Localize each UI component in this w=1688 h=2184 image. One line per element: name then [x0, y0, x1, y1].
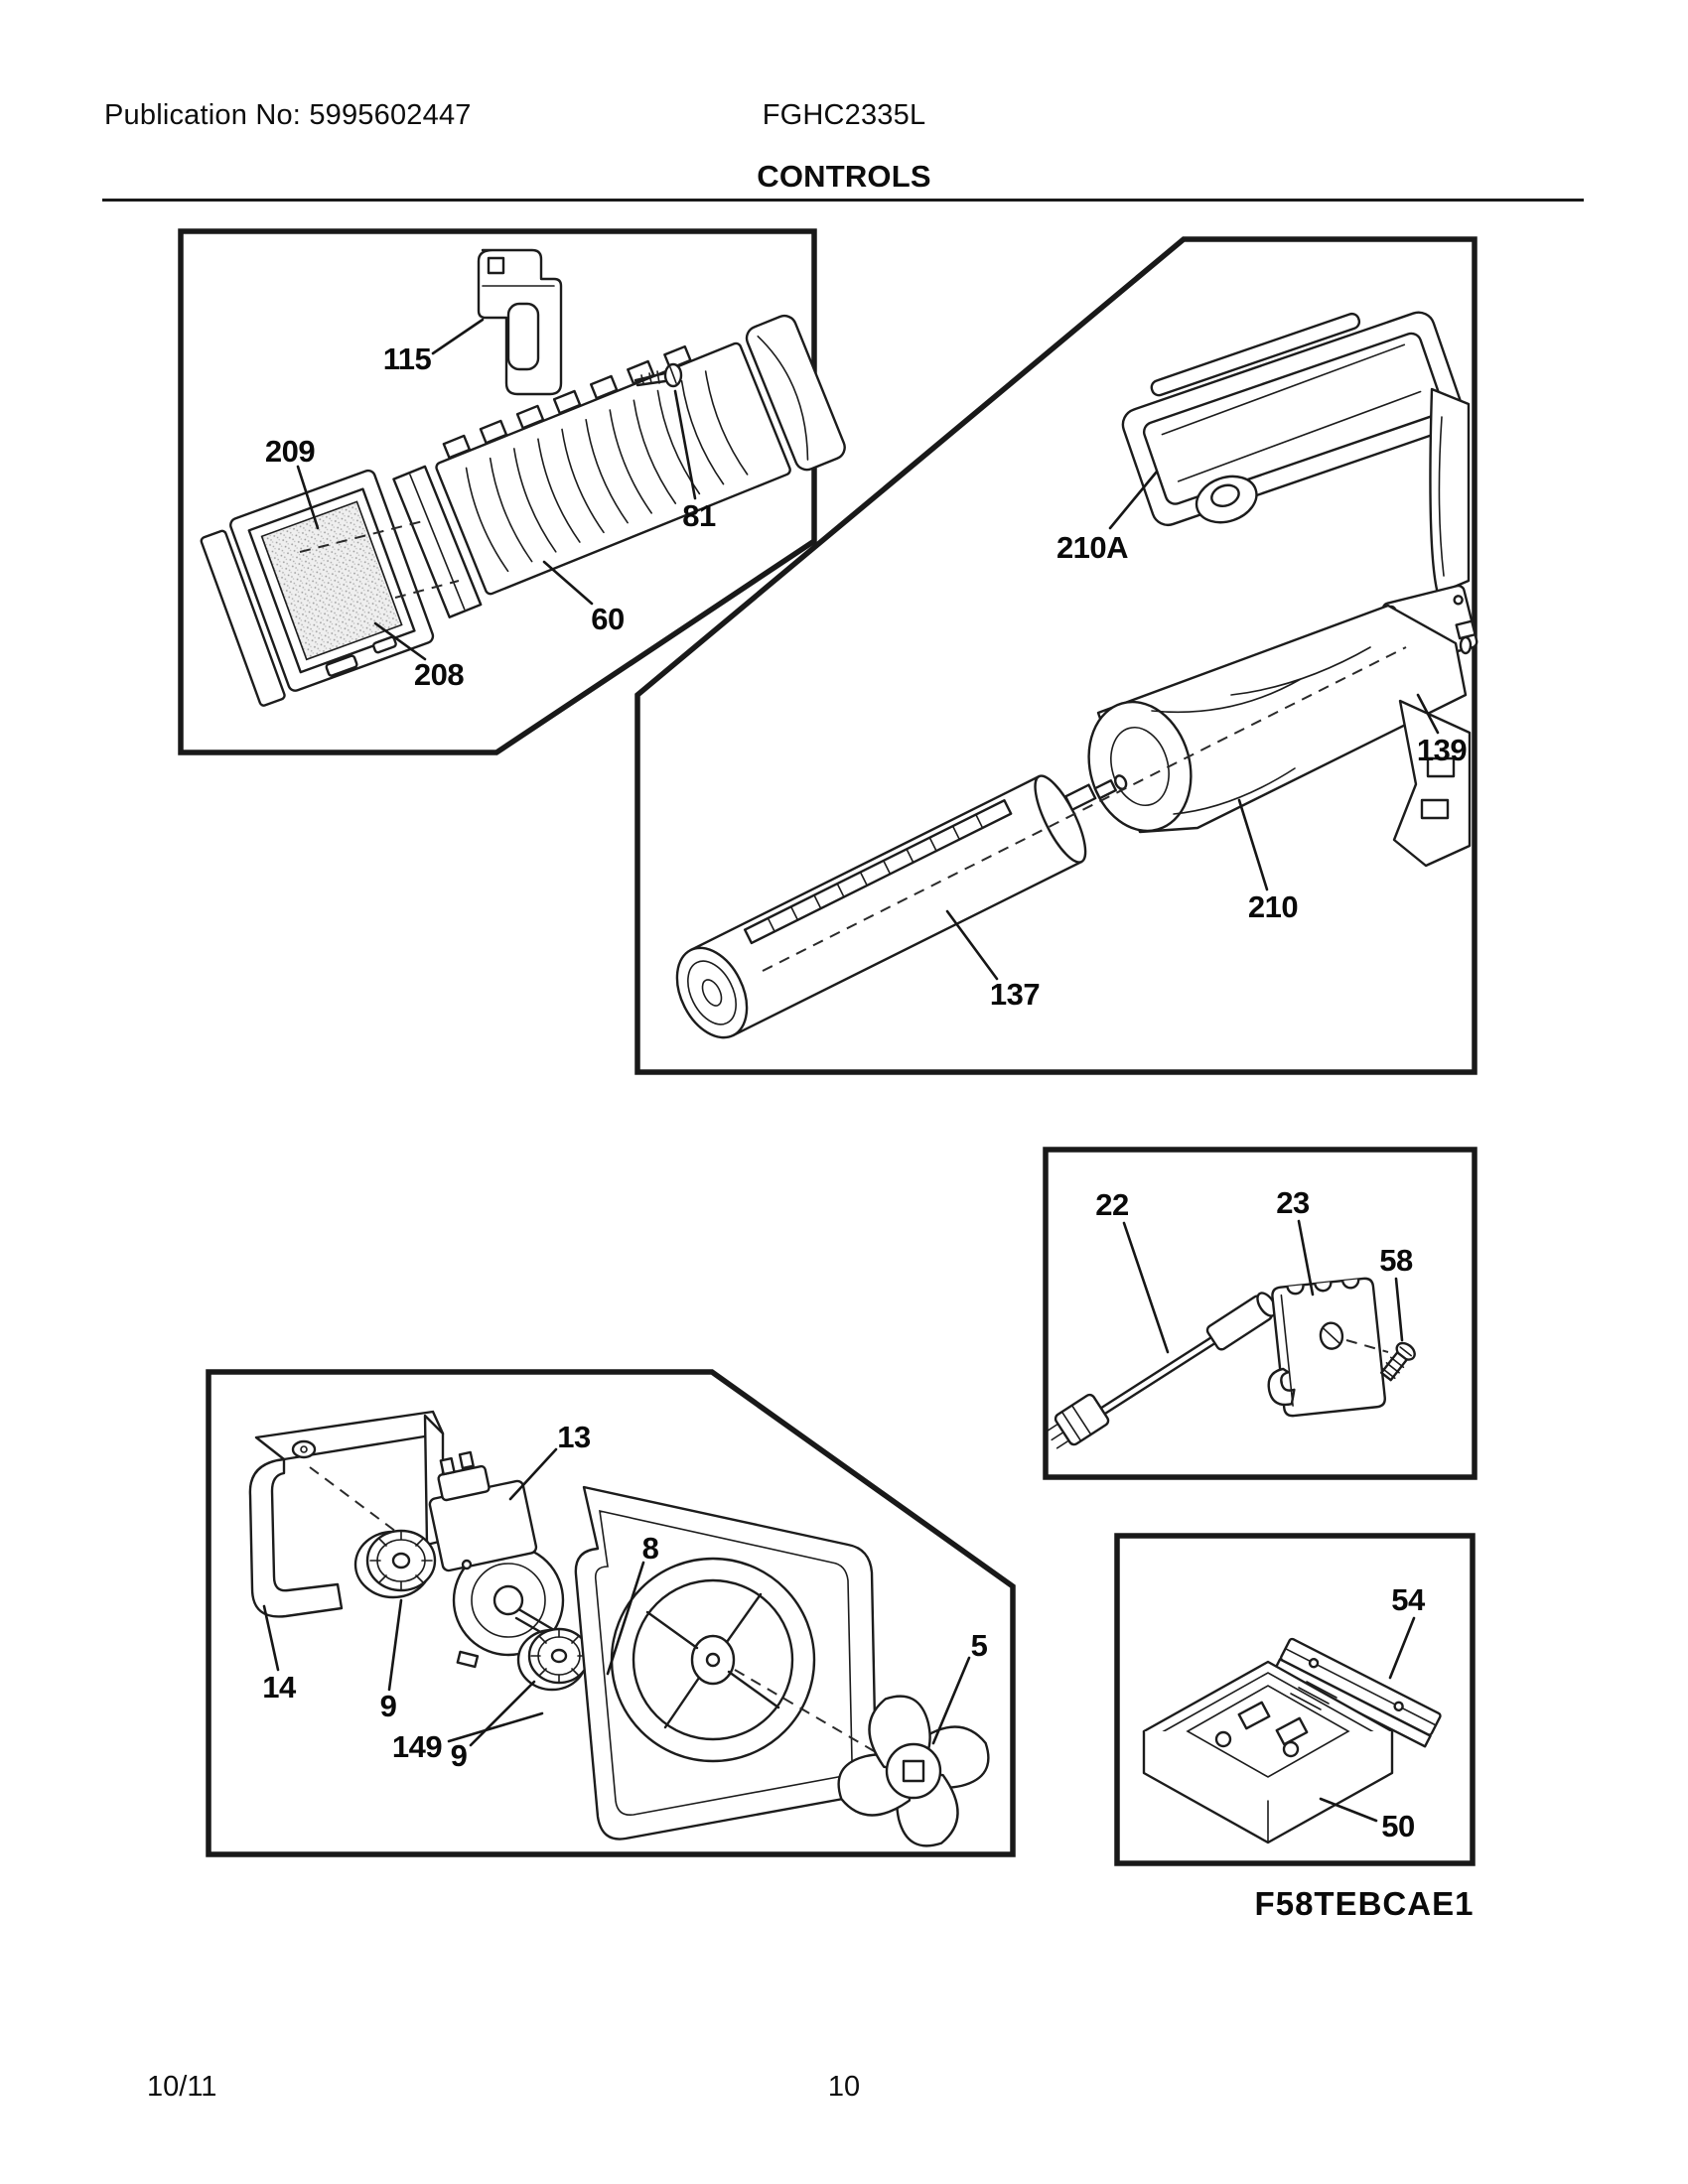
part-label-9b: 9: [450, 1738, 468, 1773]
part-drawing-23-cover: [1258, 1278, 1385, 1418]
part-label-58: 58: [1379, 1243, 1413, 1278]
part-label-115: 115: [382, 341, 432, 376]
part-label-137: 137: [989, 977, 1041, 1012]
page-title: CONTROLS: [757, 159, 931, 194]
part-drawing-115-bracket: [479, 250, 561, 394]
part-drawing-137-filter-cartridge: [663, 743, 1149, 1049]
part-drawing-210A-cover: [1112, 289, 1473, 594]
model-number: FGHC2335L: [762, 99, 926, 131]
part-label-9a: 9: [379, 1689, 397, 1723]
part-label-208: 208: [413, 657, 465, 692]
publication-number: Publication No: 5995602447: [104, 99, 472, 131]
part-drawing-9a-impeller: [355, 1531, 435, 1597]
part-label-23: 23: [1276, 1185, 1310, 1220]
part-label-22: 22: [1095, 1187, 1129, 1222]
part-label-209: 209: [264, 434, 316, 469]
footer-page-number: 10: [827, 2071, 861, 2103]
part-drawing-149-shroud: [576, 1487, 876, 1840]
part-drawing-9b-impeller: [518, 1629, 589, 1690]
part-label-8: 8: [641, 1531, 659, 1566]
part-label-5: 5: [970, 1628, 988, 1663]
part-drawing-22-sensor: [1042, 1290, 1280, 1453]
part-label-149: 149: [391, 1729, 443, 1764]
part-drawing-208-filter: [198, 469, 436, 707]
part-label-139: 139: [1416, 733, 1468, 767]
part-label-210: 210: [1247, 889, 1299, 924]
part-label-13: 13: [557, 1420, 591, 1454]
part-drawing-58-screw: [1378, 1340, 1418, 1383]
part-label-14: 14: [262, 1670, 296, 1705]
assembly-code: F58TEBCAE1: [1254, 1885, 1475, 1922]
part-drawing-60-grille: [388, 305, 849, 617]
part-drawing-210-housing: [1074, 606, 1470, 866]
part-label-210A: 210A: [1055, 530, 1129, 565]
part-label-50: 50: [1381, 1809, 1415, 1843]
part-label-81: 81: [682, 498, 716, 533]
footer-issue-date: 10/11: [147, 2071, 217, 2103]
part-label-54: 54: [1391, 1582, 1425, 1617]
part-label-60: 60: [591, 602, 625, 636]
